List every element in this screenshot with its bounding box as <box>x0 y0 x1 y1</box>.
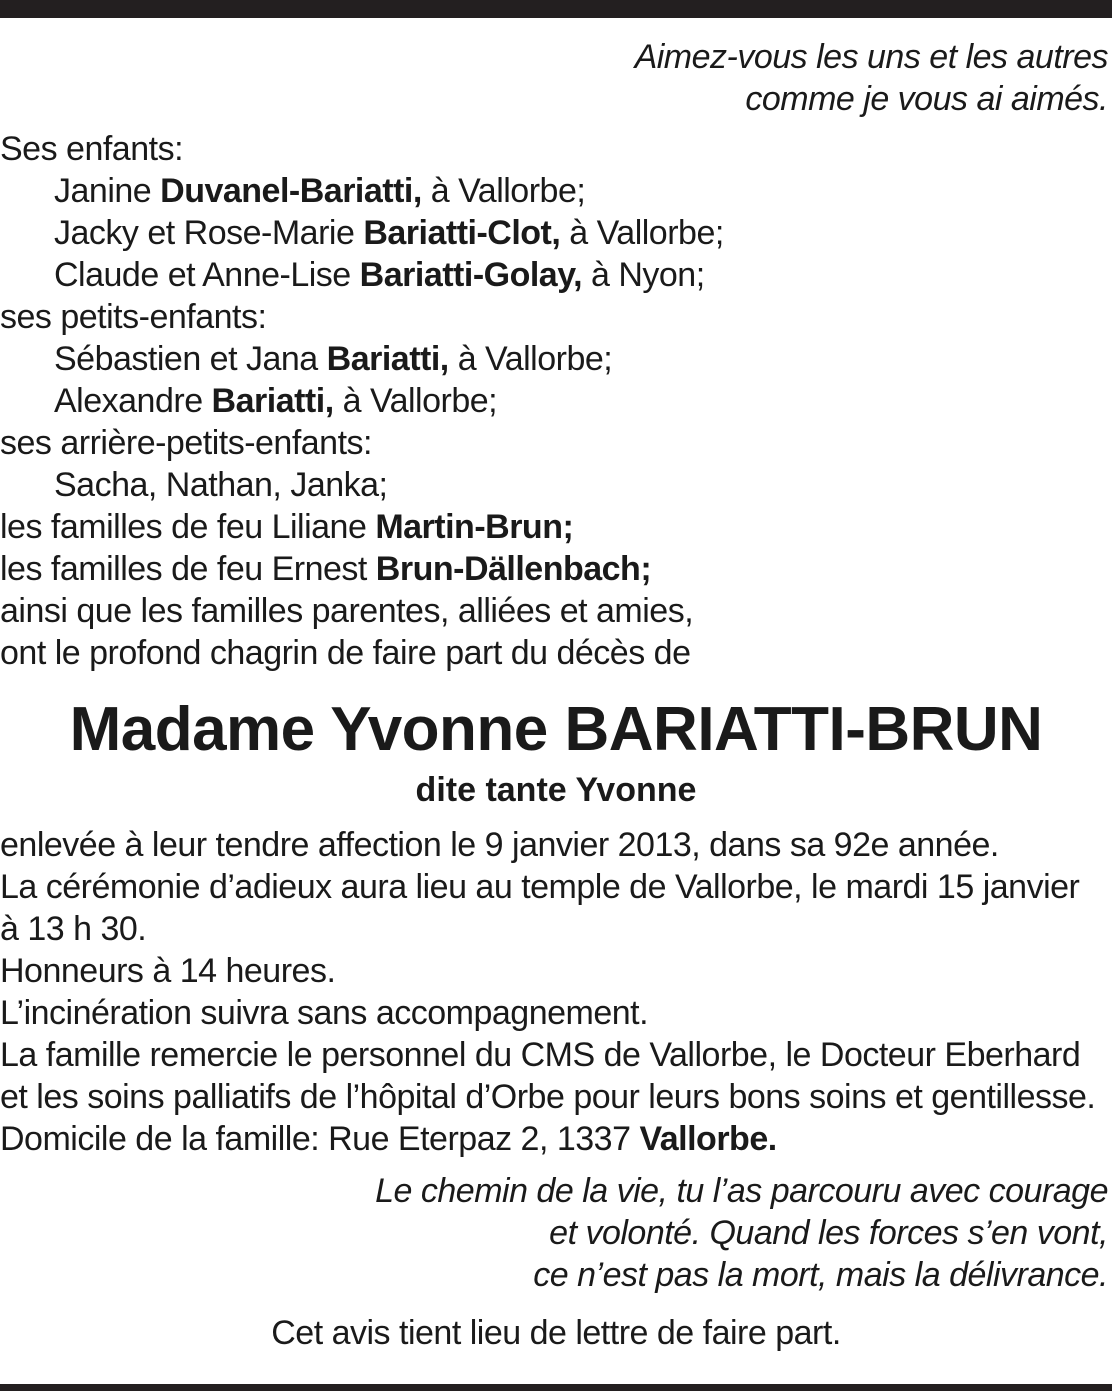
detail-line: enlevée à leur tendre affection le 9 janvier 2013, dans sa 92e année. <box>0 826 999 864</box>
deceased-name: Madame Yvonne BARIATTI-BRUN <box>69 695 1043 764</box>
grandchildren-heading: ses petits-enfants: <box>0 298 267 336</box>
family-entry: Sébastien et Jana Bariatti, à Vallorbe; <box>54 340 613 378</box>
closing-quote-line: Le chemin de la vie, tu l’as parcouru avec courage <box>375 1172 1108 1210</box>
family-entry: Janine Duvanel-Bariatti, à Vallorbe; <box>54 172 586 210</box>
detail-line: La famille remercie le personnel du CMS de Vallorbe, le Docteur Eberhard <box>0 1036 1081 1074</box>
top-border-rule <box>0 0 1112 18</box>
family-entry: les familles de feu Ernest Brun-Dällenbach; <box>0 550 652 588</box>
family-entry: Jacky et Rose-Marie Bariatti-Clot, à Vallorbe; <box>54 214 724 252</box>
detail-line: et les soins palliatifs de l’hôpital d’Orbe pour leurs bons soins et gentillesse. <box>0 1078 1096 1116</box>
intro-line: ainsi que les familles parentes, alliées et amies, <box>0 592 694 630</box>
epigraph <box>0 36 1112 120</box>
family-entry: Sacha, Nathan, Janka; <box>54 466 388 504</box>
detail-line: L’incinération suivra sans accompagnement. <box>0 994 649 1032</box>
great-grandchildren-heading: ses arrière-petits-enfants: <box>0 424 372 462</box>
detail-line: à 13 h 30. <box>0 910 147 948</box>
family-entry: les familles de feu Liliane Martin-Brun; <box>0 508 574 546</box>
children-heading: Ses enfants: <box>0 130 184 168</box>
family-list <box>0 128 1112 674</box>
deceased-nickname: dite tante Yvonne <box>415 771 697 809</box>
epigraph-line: Aimez-vous les uns et les autres <box>634 38 1108 76</box>
detail-line: Honneurs à 14 heures. <box>0 952 336 990</box>
closing-quote <box>0 1170 1112 1296</box>
ceremony-details <box>0 824 1112 1160</box>
intro-line: ont le profond chagrin de faire part du décès de <box>0 634 691 672</box>
closing-quote-line: ce n’est pas la mort, mais la délivrance. <box>533 1256 1108 1294</box>
domicile-line: Domicile de la famille: Rue Eterpaz 2, 1337 Vallorbe. <box>0 1120 777 1158</box>
family-entry: Claude et Anne-Lise Bariatti-Golay, à Nyon; <box>54 256 705 294</box>
notice-statement: Cet avis tient lieu de lettre de faire part. <box>271 1314 841 1352</box>
obituary-notice <box>0 36 1112 1354</box>
epigraph-line: comme je vous ai aimés. <box>745 80 1108 118</box>
closing-quote-line: et volonté. Quand les forces s’en vont, <box>549 1214 1108 1252</box>
family-entry: Alexandre Bariatti, à Vallorbe; <box>54 382 498 420</box>
detail-line: La cérémonie d’adieux aura lieu au temple de Vallorbe, le mardi 15 janvier <box>0 868 1080 906</box>
bottom-border-rule <box>0 1384 1112 1391</box>
